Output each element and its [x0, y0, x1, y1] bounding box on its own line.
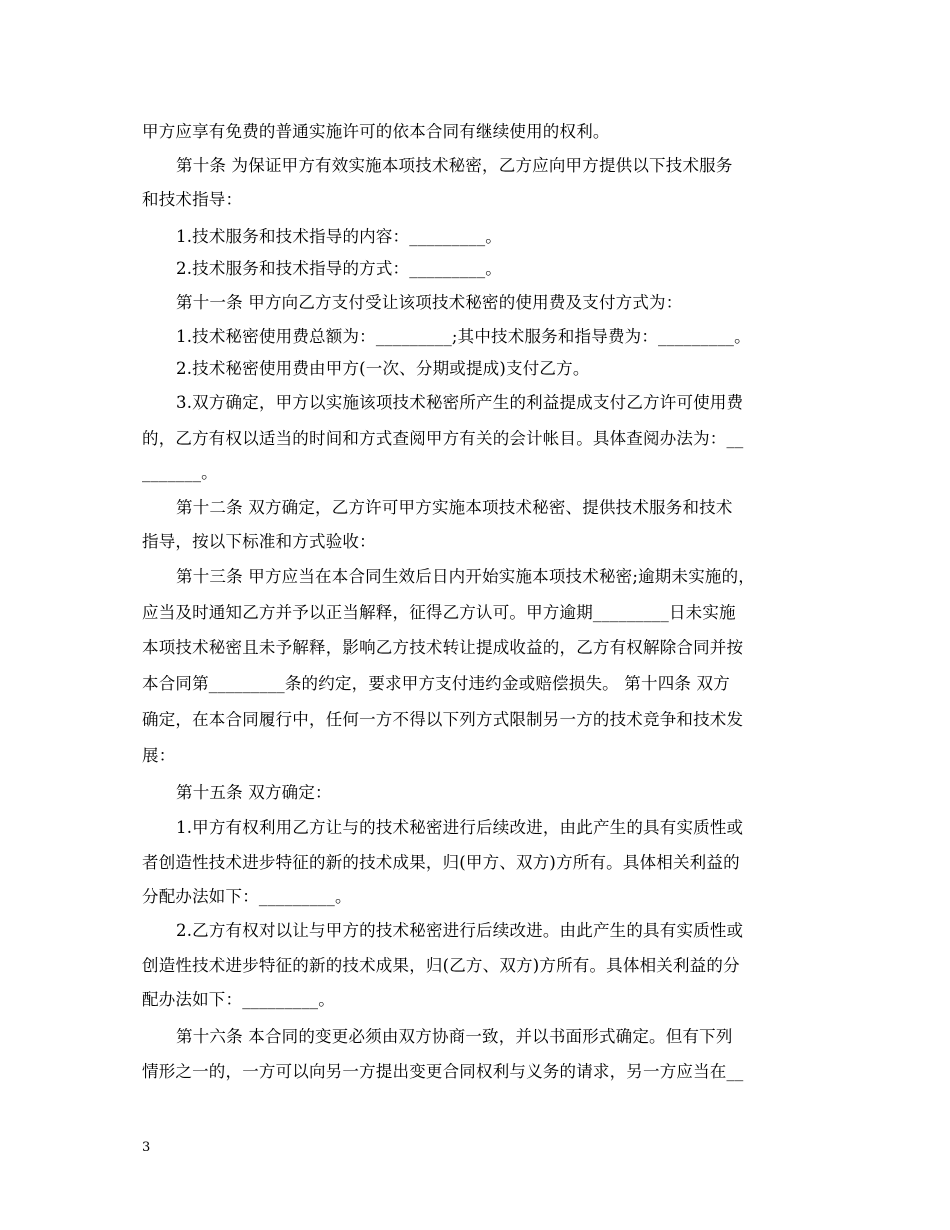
text-line: 和技术指导：	[142, 190, 243, 209]
text-line: 2.技术秘密使用费由甲方(一次、分期或提成)支付乙方。	[176, 359, 590, 378]
text-line: 第十三条 甲方应当在本合同生效后日内开始实施本项技术秘密;逾期未实施的，	[176, 567, 756, 586]
page-number: 3	[142, 1140, 151, 1155]
text-line: 第十一条 甲方向乙方支付受让该项技术秘密的使用费及支付方式为：	[176, 293, 683, 312]
text-line: 确定，在本合同履行中，任何一方不得以下列方式限制另一方的技术竞争和技术发	[142, 710, 744, 729]
text-line: _______。	[142, 463, 218, 482]
text-line: 展：	[142, 746, 176, 765]
text-line: 2.技术服务和技术指导的方式：_________。	[176, 259, 502, 278]
text-line: 第十五条 双方确定：	[176, 783, 332, 802]
text-line: 创造性技术进步特征的新的技术成果，归(乙方、双方)方所有。具体相关利益的分	[142, 956, 740, 975]
text-line: 第十六条 本合同的变更必须由双方协商一致，并以书面形式确定。但有下列	[176, 1027, 733, 1046]
text-line: 本合同第_________条的约定，要求甲方支付违约金或赔偿损失。 第十四条 双方	[142, 674, 730, 693]
text-line: 分配办法如下：_________。	[142, 887, 352, 906]
text-line: 甲方应享有免费的普通实施许可的依本合同有继续使用的权利。	[142, 122, 610, 141]
text-line: 3.双方确定，甲方以实施该项技术秘密所产生的利益提成支付乙方许可使用费	[176, 393, 744, 412]
text-line: 第十二条 双方确定，乙方许可甲方实施本项技术秘密、提供技术服务和技术	[176, 498, 733, 517]
text-line: 指导，按以下标准和方式验收：	[142, 532, 376, 551]
text-line: 者创造性技术进步特征的新的技术成果，归(甲方、双方)方所有。具体相关利益的	[142, 853, 740, 872]
text-line: 1.甲方有权利用乙方让与的技术秘密进行后续改进，由此产生的具有实质性或	[176, 818, 744, 837]
text-line: 2.乙方有权对以让与甲方的技术秘密进行后续改进。由此产生的具有实质性或	[176, 921, 744, 940]
text-line: 本项技术秘密且未予解释，影响乙方技术转让提成收益的，乙方有权解除合同并按	[142, 638, 744, 657]
text-line: 的，乙方有权以适当的时间和方式查阅甲方有关的会计帐目。具体查阅办法为：__	[142, 429, 744, 448]
text-line: 配办法如下：_________。	[142, 990, 335, 1009]
text-line: 1.技术秘密使用费总额为：_________;其中技术服务和指导费为：_________。	[176, 327, 751, 346]
text-line: 情形之一的，一方可以向另一方提出变更合同权利与义务的请求，另一方应当在__	[142, 1062, 744, 1081]
text-line: 应当及时通知乙方并予以正当解释，征得乙方认可。甲方逾期_________日未实施	[142, 603, 736, 622]
text-line: 第十条 为保证甲方有效实施本项技术秘密，乙方应向甲方提供以下技术服务	[176, 156, 733, 175]
text-line: 1.技术服务和技术指导的内容：_________。	[176, 227, 502, 246]
